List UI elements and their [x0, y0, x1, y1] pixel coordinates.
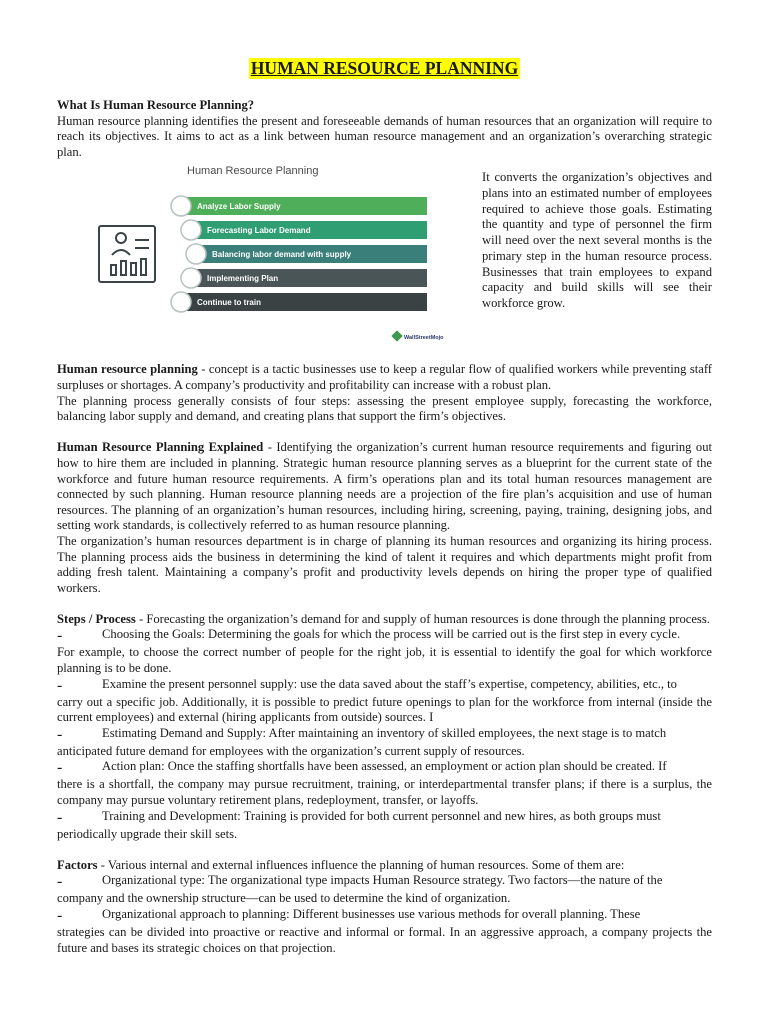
step-circle-1	[171, 196, 191, 216]
bullet-dash: -	[57, 873, 63, 891]
bullet-dash: -	[57, 725, 63, 743]
side-paragraph: It converts the organization’s objectives and plans into an estimated number of employees required to achieve those goals. Estimating the quantity and type of personnel the firm will need over the next several months is the primary step in the human resource process. Businesses that train employees to expand capacity and build skills will see their workforce grow.	[482, 170, 712, 310]
step-label-4: Implementing Plan	[207, 274, 279, 284]
factors-bullet-2	[57, 907, 712, 925]
bullet-dash: -	[57, 627, 63, 645]
explained-bold: Human Resource Planning Explained	[57, 440, 264, 455]
figure-row	[57, 160, 712, 360]
document-page	[57, 0, 712, 956]
steps-bold: Steps / Process	[57, 611, 136, 626]
step-circle-4	[181, 268, 201, 288]
explained-paragraph	[57, 440, 712, 534]
title-wrap	[57, 0, 712, 79]
step-label-5: Continue to train	[197, 298, 261, 308]
steps-bullet-3	[57, 726, 712, 744]
concept-bold: Human resource planning	[57, 362, 198, 377]
steps-bullet-1	[57, 627, 712, 645]
concept-paragraph-2: The planning process generally consists of four steps: assessing the present employee supply, forecasting the workforce, balancing labor supply and demand, and creating plans that support the firm’s objectives.	[57, 393, 712, 424]
steps-bullet-2	[57, 677, 712, 695]
report-person-icon	[99, 226, 155, 282]
step-circle-2	[181, 220, 201, 240]
factors-text: - Various internal and external influences influence the planning of human resources. Some of them are:	[97, 857, 625, 872]
intro-text: Human resource planning identifies the present and foreseeable demands of human resources that an organization will require to reach its objectives. It aims to act as a link between human resource management and an organization’s overarching strategic plan.	[57, 113, 712, 159]
steps-bullet-text-4: Action plan: Once the staffing shortfalls have been assessed, an employment or action plan should be created. If	[102, 759, 667, 774]
step-circle-5	[171, 292, 191, 312]
side-text	[482, 170, 712, 311]
steps-text: - Forecasting the organization’s demand for and supply of human resources is done through the planning process.	[135, 611, 710, 626]
step-label-2: Forecasting Labor Demand	[207, 226, 311, 236]
steps-bullet-5	[57, 809, 712, 827]
page-title: HUMAN RESOURCE PLANNING	[250, 58, 519, 78]
concept-paragraph	[57, 362, 712, 393]
infographic-title: Human Resource Planning	[187, 165, 319, 178]
hr-planning-infographic	[97, 160, 444, 360]
step-label-1: Analyze Labor Supply	[197, 202, 281, 212]
concept-text: - concept is a tactic businesses use to keep a regular flow of qualified workers while preventing staff surpluses or shortages. A company’s productivity and profitability can increase with a robust plan.	[57, 362, 712, 392]
steps-cont-3: anticipated future demand for employees with the organization’s current supply of resources.	[57, 743, 525, 758]
bullet-dash: -	[57, 808, 63, 826]
steps-paragraph	[57, 612, 712, 628]
steps-cont-2: carry out a specific job. Additionally, it is possible to predict future openings to plan for the workforce from internal (inside the current employees) and external (hiring applicants from outside) sources. I	[57, 694, 712, 725]
steps-cont-1: For example, to choose the correct number of people for the right job, it is essential to identify the goal for which workforce planning is to be done.	[57, 645, 712, 676]
explained-text: - Identifying the organization’s current human resource requirements and figuring out how to hire them are included in planning. Strategic human resource planning serves as a blueprint for the current state of the workforce and future human resource requirements. A firm’s operations plan and its total human resources management are connected by such planning. Human resource planning needs are a projection of the fire plan’s acquisition and use of human resources. The planning of an organization’s human resources, including hiring, screening, paying, training, designing jobs, and setting work standards, is collectively referred to as human resource planning.	[57, 440, 712, 533]
factors-cont-1: company and the ownership structure—can be used to determine the kind of organization.	[57, 891, 511, 906]
factors-bullet-1	[57, 873, 712, 891]
steps-bullet-text-3: Estimating Demand and Supply: After maintaining an inventory of skilled employees, the next stage is to match	[102, 725, 667, 740]
factors-bold: Factors	[57, 857, 98, 872]
factors-bullet-text-2: Organizational approach to planning: Different businesses use various methods for overall planning. These	[102, 907, 641, 921]
bullet-dash: -	[57, 907, 63, 924]
steps-bullet-4	[57, 759, 712, 777]
bullet-dash: -	[57, 759, 63, 777]
explained-paragraph-2: The organization’s human resources department is in charge of planning its human resources and organizing its hiring process. The planning process aids the business in determining the kind of talent it requires and which departments might profit from adding fresh talent. Maintaining a company’s profit and productivity levels depends on hiring the proper type of qualified workers.	[57, 533, 712, 595]
steps-bullet-text-2: Examine the present personnel supply: use the data saved about the staff’s expertise, competency, abilities, etc., to	[102, 676, 677, 691]
steps-bullet-text-5: Training and Development: Training is provided for both current personnel and new hires, as both groups must	[102, 808, 661, 823]
steps-cont-4: there is a shortfall, the company may pursue recruitment, training, or interdepartmental transfer plans; if there is a surplus, the company may pursue voluntary retirement plans, redeployment, transfer, or layoffs.	[57, 777, 712, 808]
intro-heading: What Is Human Resource Planning?	[57, 98, 255, 112]
factors-paragraph	[57, 858, 712, 874]
step-label-3: Balancing labor demand with supply	[212, 250, 352, 260]
step-circle-3	[186, 244, 206, 264]
steps-bullet-text-1: Choosing the Goals: Determining the goals for which the process will be carried out is the first step in every cycle.	[102, 627, 681, 642]
factors-bullet-text-1: Organizational type: The organizational type impacts Human Resource strategy. Two factors—the nature of the	[102, 873, 663, 888]
logo-text: WallStreetMojo	[404, 335, 444, 342]
factors-cont-2: strategies can be divided into proactive or reactive and informal or formal. In an aggressive approach, a company projects the future and bases its strategic choices on that projection.	[57, 925, 712, 955]
wallstreetmojo-logo	[391, 331, 444, 342]
steps-cont-5: periodically upgrade their skill sets.	[57, 826, 238, 841]
bullet-dash: -	[57, 676, 63, 694]
